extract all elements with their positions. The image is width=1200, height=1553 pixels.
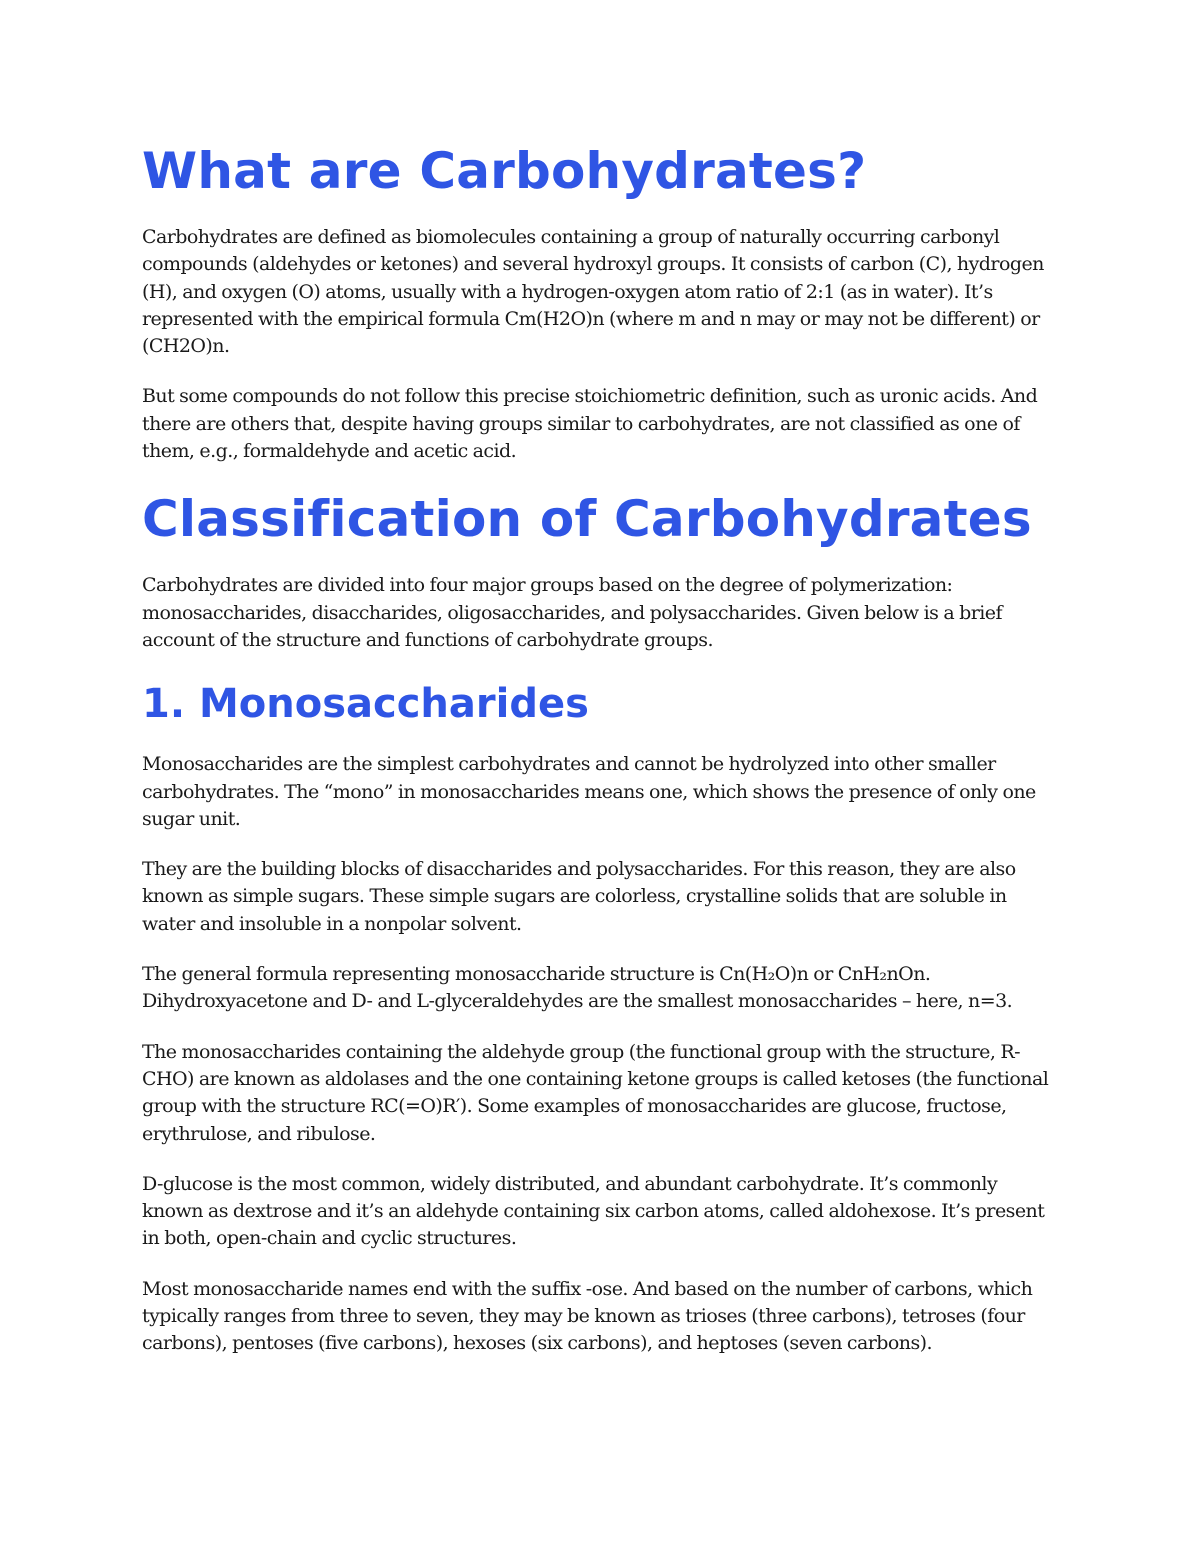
paragraph-mono-naming: Most monosaccharide names end with the suffix -ose. And based on the number of carbons, which typically ranges from three to seven, they may be known as trioses (three carbons), tetroses (four carbons), pentoses (five carbons), hexoses (six carbons), and heptoses (seven carbons). xyxy=(142,1277,1033,1355)
paragraph-mono-formula: The general formula representing monosaccharide structure is Cn(H₂O)n or CnH₂nOn. Dihydroxyacetone and D- and L-glyceraldehydes are the smallest monosaccharides – here, n=3. xyxy=(142,963,1013,1013)
paragraph-mono-building-blocks: They are the building blocks of disaccharides and polysaccharides. For this reason, they are also known as simple sugars. These simple sugars are colorless, crystalline solids that are soluble in water and insoluble in a nonpolar solvent. xyxy=(142,858,1016,935)
paragraph-classification: Carbohydrates are divided into four major groups based on the degree of polymerization: monosaccharides, disaccharides, oligosaccharides, and polysaccharides. Given below is a brief account of the structure and functions of carbohydrate groups. xyxy=(142,574,1002,651)
paragraph-intro-exceptions: But some compounds do not follow this precise stoichiometric definition, such as uronic acids. And there are others that, despite having groups similar to carbohydrates, are not classified as one of them, e.g., formaldehyde and acetic acid. xyxy=(142,385,1038,463)
heading-what-are-carbohydrates: What are Carbohydrates? xyxy=(142,142,867,200)
heading-classification: Classification of Carbohydrates xyxy=(142,490,1032,549)
paragraph-mono-definition: Monosaccharides are the simplest carbohydrates and cannot be hydrolyzed into other smaller carbohydrates. The “mono” in monosaccharides means one, which shows the presence of only one sugar unit. xyxy=(142,753,1036,830)
paragraph-intro-definition: Carbohydrates are defined as biomolecules containing a group of naturally occurring carbonyl compounds (aldehydes or ketones) and several hydroxyl groups. It consists of carbon (C), hydrogen (H), and oxygen (O) atoms, usually with a hydrogen-oxygen atom ratio of 2:1 (as in water). It’s represented with the empirical formula Cm(H2O)n (where m and n may or may not be different) or (CH2O)n. xyxy=(142,226,1044,358)
paragraph-mono-d-glucose: D-glucose is the most common, widely distributed, and abundant carbohydrate. It’s commonly known as dextrose and it’s an aldehyde containing six carbon atoms, called aldohexose. It’s present in both, open-chain and cyclic structures. xyxy=(142,1172,1045,1250)
heading-monosaccharides: 1. Monosaccharides xyxy=(142,681,589,728)
paragraph-mono-aldoses-ketoses: The monosaccharides containing the aldehyde group (the functional group with the structure, R-CHO) are known as aldolases and the one containing ketone groups is called ketoses (the functional group with the structure RC(=O)R′). Some examples of monosaccharides are glucose, fructose, erythrulose, and ribulose. xyxy=(142,1040,1049,1145)
document-body xyxy=(142,140,1060,1381)
